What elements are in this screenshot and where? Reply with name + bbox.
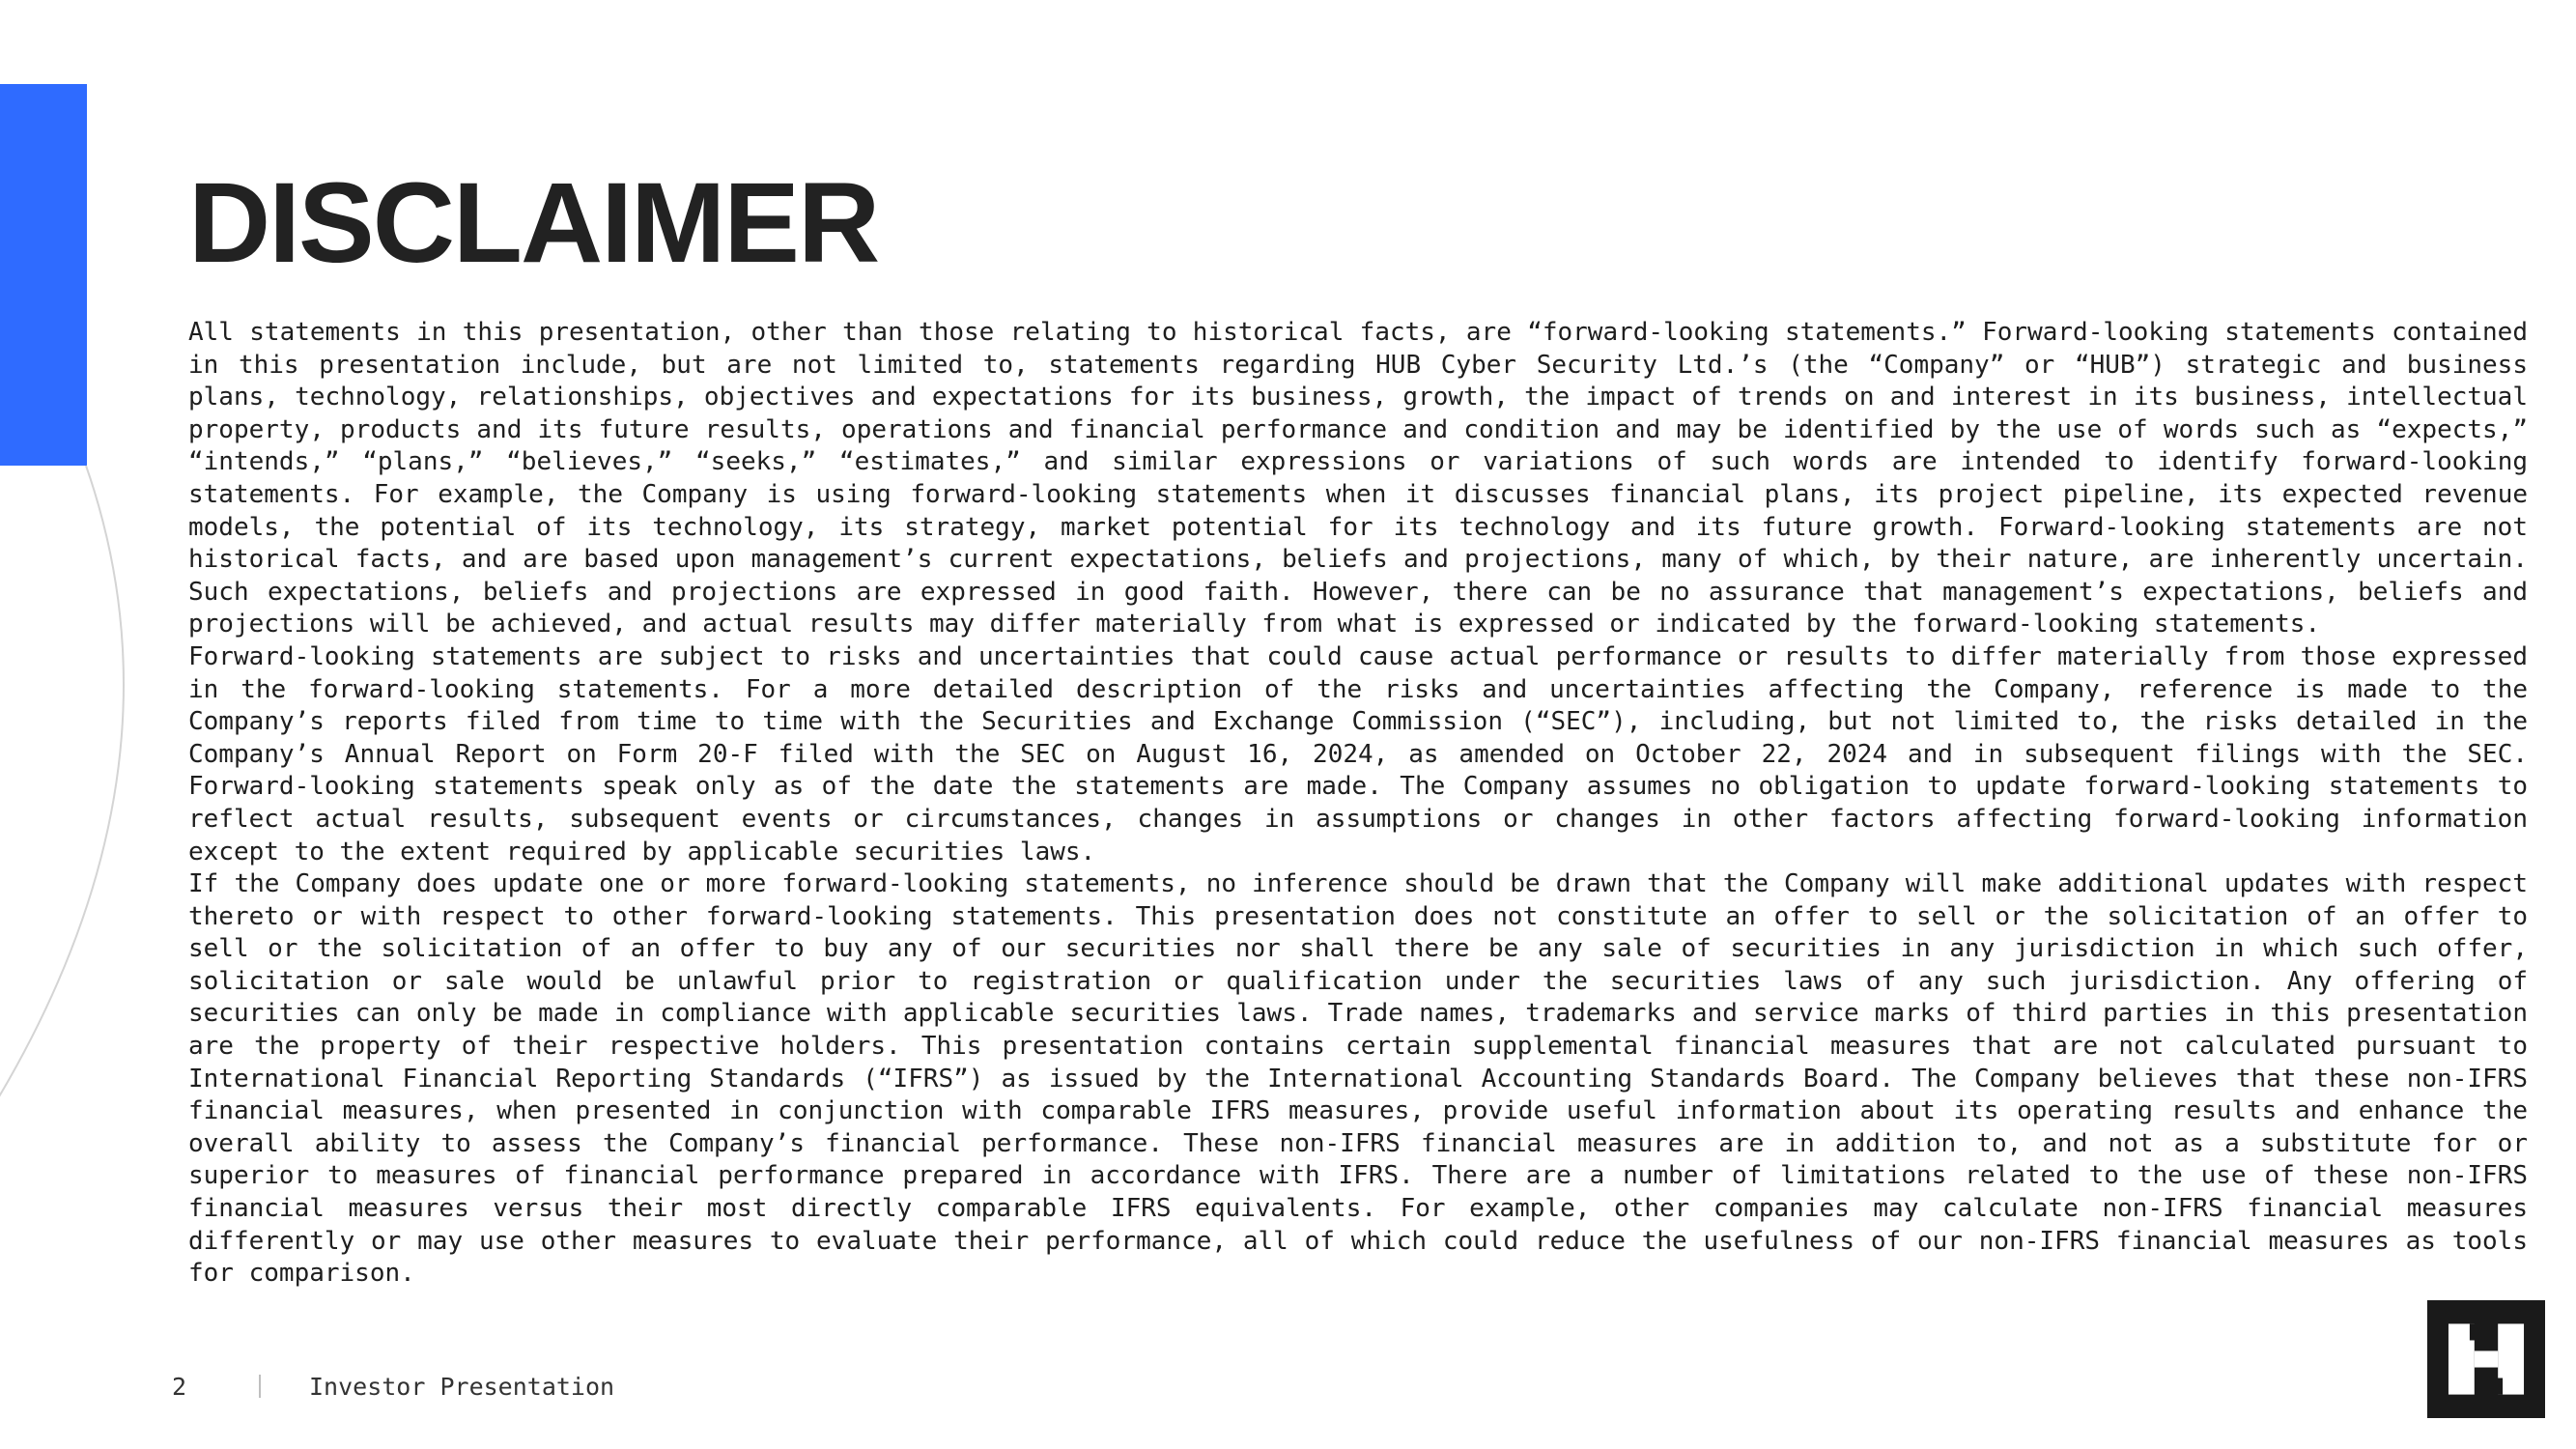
disclaimer-paragraph-3: If the Company does update one or more forward-looking statements, no inference should be drawn that the Company will make additional updates with respect thereto or with respect to other forward-looking statements. This presentation does not constitute an offer to sell or the solicitation of an offer to sell or the solicitation of an offer to buy any of our securities nor shall there be any sale of securities in any jurisdiction in which such offer, solicitation or sale would be unlawful prior to registration or qualification under the securities laws of any such jurisdiction. Any offering of securities can only be made in compliance with applicable securities laws. Trade names, trademarks and service marks of third parties in this presentation are the property of their respective holders. This presentation contains certain supplemental financial measures that are not calculated pursuant to International Financial Reporting Standards (“IFRS”) as issued by the International Accounting Standards Board. The Company believes that these non-IFRS financial measures, when presented in conjunction with comparable IFRS measures, provide useful information about its operating results and enhance the overall ability to assess the Company’s financial performance. These non-IFRS financial measures are in addition to, and not as a substitute for or superior to measures of financial performance prepared in accordance with IFRS. There are a number of limitations related to the use of these non-IFRS financial measures versus their most directly comparable IFRS equivalents. For example, other companies may calculate non-IFRS financial measures differently or may use other measures to evaluate their performance, all of which could reduce the usefulness of our non-IFRS financial measures as tools for comparison. <box>188 869 2528 1289</box>
page-title: DISCLAIMER <box>188 159 879 287</box>
disclaimer-paragraph-2: Forward-looking statements are subject to risks and uncertainties that could cause actual performance or results to differ materially from those expressed in the forward-looking statements. For a more detailed description of the risks and uncertainties affecting the Company, reference is made to the Company’s reports filed from time to time with the Securities and Exchange Commission (“SEC”), including, but not limited to, the risks detailed in the Company’s Annual Report on Form 20-F filed with the SEC on August 16, 2024, as amended on October 22, 2024 and in subsequent filings with the SEC. Forward-looking statements speak only as of the date the statements are made. The Company assumes no obligation to update forward-looking statements to reflect actual results, subsequent events or circumstances, changes in assumptions or changes in other factors affecting forward-looking information except to the extent required by applicable securities laws. <box>188 641 2528 867</box>
hub-logo-icon <box>2427 1300 2545 1418</box>
footer-divider <box>259 1375 261 1398</box>
footer <box>172 1372 614 1401</box>
disclaimer-paragraph-1: All statements in this presentation, other than those relating to historical facts, are “forward-looking statements.” Forward-looking statements contained in this presentation include, but are not limited to, statements regarding HUB Cyber Security Ltd.’s (the “Company” or “HUB”) strategic and business plans, technology, relationships, objectives and expectations for its business, growth, the impact of trends on and interest in its business, intellectual property, products and its future results, operations and financial performance and condition and may be identified by the use of words such as “expects,” “intends,” “plans,” “believes,” “seeks,” “estimates,” and similar expressions or variations of such words are intended to identify forward-looking statements. For example, the Company is using forward-looking statements when it discusses financial plans, its project pipeline, its expected revenue models, the potential of its technology, its strategy, market potential for its technology and its future growth. Forward-looking statements are not historical facts, and are based upon management’s current expectations, beliefs and projections, many of which, by their nature, are inherently uncertain. Such expectations, beliefs and projections are expressed in good faith. However, there can be no assurance that management’s expectations, beliefs and projections will be achieved, and actual results may differ materially from what is expressed or indicated by the forward-looking statements. <box>188 318 2528 639</box>
disclaimer-body <box>188 317 2528 1291</box>
page-number: 2 <box>172 1372 187 1401</box>
footer-label: Investor Presentation <box>309 1372 615 1401</box>
accent-bar <box>0 84 87 466</box>
